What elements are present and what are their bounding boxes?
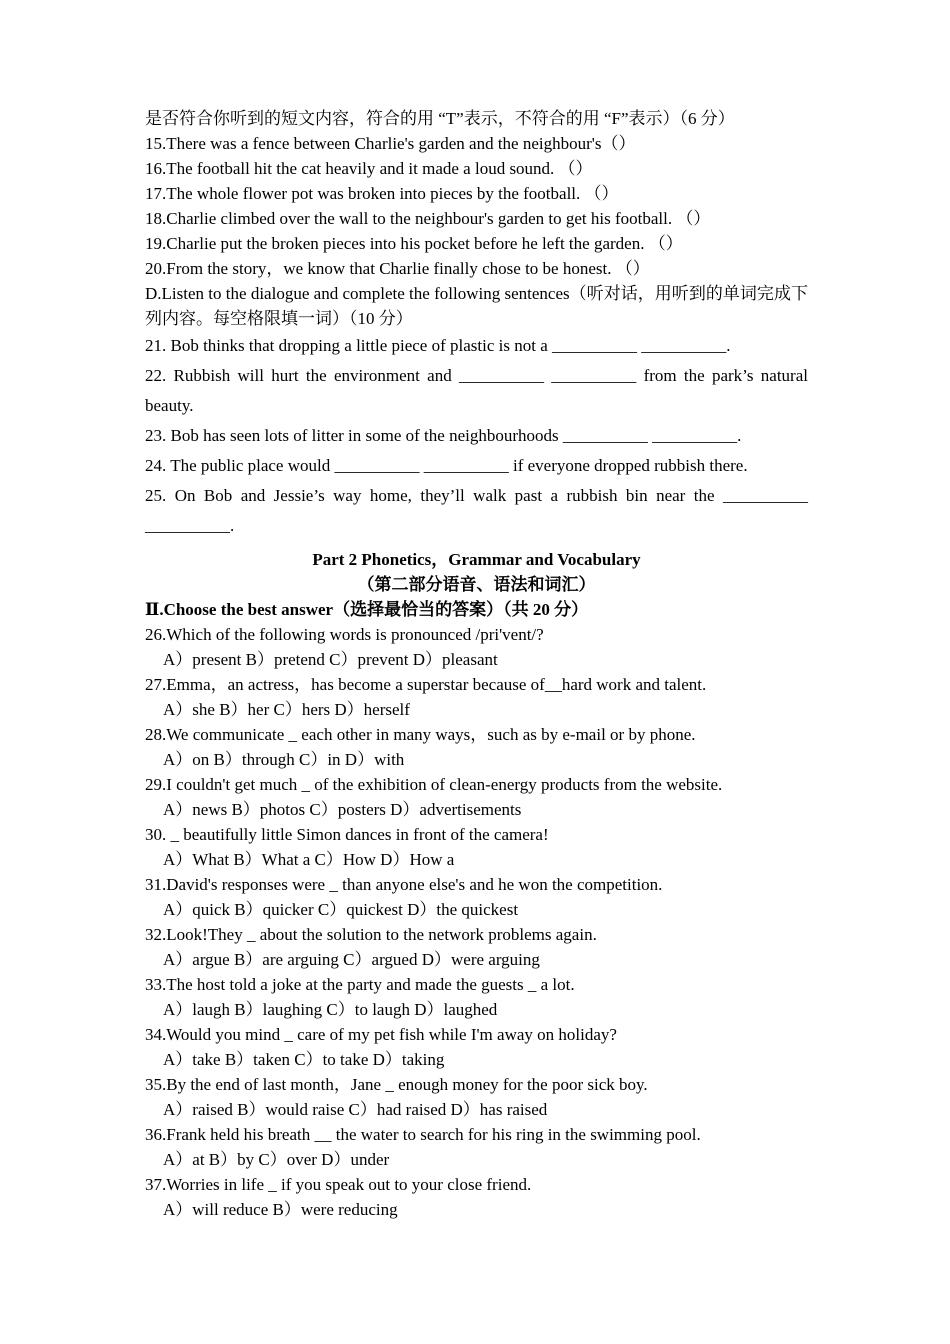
question-stem-29: 29.I couldn't get much _ of the exhibition of clean-energy products from the website.	[145, 775, 723, 794]
part2-title-zh: （第二部分语音、语法和词汇）	[357, 575, 596, 594]
question-options-27: A）she B）her C）hers D）herself	[163, 700, 410, 719]
dictation-item-23: 23. Bob has seen lots of litter in some of the neighbourhoods __________ __________.	[145, 426, 742, 445]
tf-item-17: 17.The whole flower pot was broken into pieces by the football. （）	[145, 184, 619, 203]
question-stem-32: 32.Look!They _ about the solution to the network problems again.	[145, 925, 597, 944]
question-stem-27: 27.Emma，an actress，has become a superstar because of__hard work and talent.	[145, 675, 707, 694]
question-options-33: A）laugh B）laughing C）to laugh D）laughed	[163, 1000, 498, 1019]
part2-header	[145, 547, 808, 622]
question-stem-37: 37.Worries in life _ if you speak out to your close friend.	[145, 1175, 532, 1194]
dictation-item-25: 25. On Bob and Jessie’s way home, they’ll walk past a rubbish bin near the __________ __________.	[145, 486, 808, 535]
tf-item-16: 16.The football hit the cat heavily and it made a loud sound. （）	[145, 159, 593, 178]
question-options-29: A）news B）photos C）posters D）advertisements	[163, 800, 522, 819]
choose-best-answer-heading: Ⅱ.Choose the best answer（选择最恰当的答案）（共 20 分）	[145, 600, 589, 619]
question-stem-26: 26.Which of the following words is pronounced /pri'vent/?	[145, 625, 544, 644]
dictation-item-22: 22. Rubbish will hurt the environment and __________ __________ from the park’s natural beauty.	[145, 366, 808, 415]
question-options-36: A）at B）by C）over D）under	[163, 1150, 390, 1169]
multiple-choice-questions	[145, 622, 808, 1222]
question-stem-33: 33.The host told a joke at the party and made the guests _ a lot.	[145, 975, 575, 994]
tf-item-15: 15.There was a fence between Charlie's garden and the neighbour's（）	[145, 134, 636, 153]
part2-title-en: Part 2 Phonetics，Grammar and Vocabulary	[312, 550, 641, 569]
question-options-26: A）present B）pretend C）prevent D）pleasant	[163, 650, 498, 669]
question-options-28: A）on B）through C）in D）with	[163, 750, 405, 769]
dictation-items	[145, 331, 808, 541]
dictation-item-24: 24. The public place would __________ __________ if everyone dropped rubbish there.	[145, 456, 748, 475]
question-options-32: A）argue B）are arguing C）argued D）were arguing	[163, 950, 540, 969]
tf-item-18: 18.Charlie climbed over the wall to the neighbour's garden to get his football. （）	[145, 209, 711, 228]
question-stem-34: 34.Would you mind _ care of my pet fish while I'm away on holiday?	[145, 1025, 617, 1044]
question-stem-35: 35.By the end of last month，Jane _ enough money for the poor sick boy.	[145, 1075, 648, 1094]
exam-content	[145, 106, 808, 1222]
question-options-37: A）will reduce B）were reducing	[163, 1200, 398, 1219]
question-stem-30: 30. _ beautifully little Simon dances in front of the camera!	[145, 825, 549, 844]
question-options-31: A）quick B）quicker C）quickest D）the quickest	[163, 900, 519, 919]
question-options-35: A）raised B）would raise C）had raised D）has raised	[163, 1100, 548, 1119]
tf-item-20: 20.From the story，we know that Charlie finally chose to be honest. （）	[145, 259, 650, 278]
tf-instruction: 是否符合你听到的短文内容，符合的用 “T”表示，不符合的用 “F”表示）（6 分）	[145, 109, 735, 128]
tf-item-19: 19.Charlie put the broken pieces into his pocket before he left the garden. （）	[145, 234, 683, 253]
question-stem-36: 36.Frank held his breath __ the water to search for his ring in the swimming pool.	[145, 1125, 701, 1144]
question-options-34: A）take B）taken C）to take D）taking	[163, 1050, 445, 1069]
question-stem-31: 31.David's responses were _ than anyone else's and he won the competition.	[145, 875, 663, 894]
dictation-section-heading: D.Listen to the dialogue and complete the following sentences（听对话，用听到的单词完成下列内容。每空格限填一词）（10 分）	[145, 284, 808, 328]
dictation-item-21: 21. Bob thinks that dropping a little piece of plastic is not a __________ __________.	[145, 336, 731, 355]
question-options-30: A）What B）What a C）How D）How a	[163, 850, 455, 869]
question-stem-28: 28.We communicate _ each other in many ways，such as by e-mail or by phone.	[145, 725, 696, 744]
